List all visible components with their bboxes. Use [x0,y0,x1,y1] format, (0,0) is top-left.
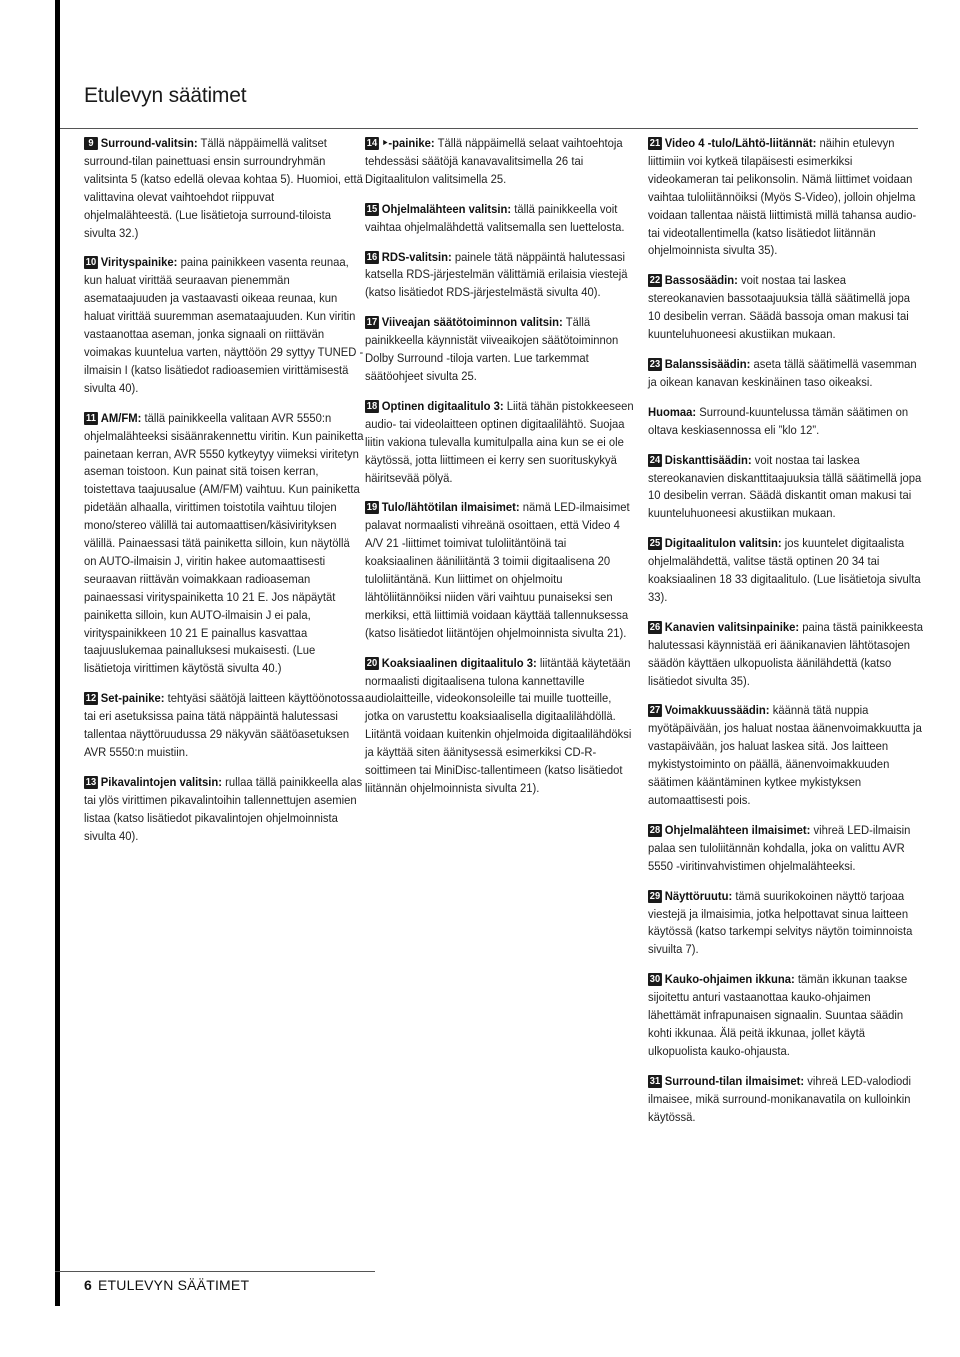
control-entry [648,404,923,440]
item-number-badge: 9 [84,137,98,150]
control-description: jos kuuntelet digitaalista ohjelmalähdettä, valitse tästä optinen 20 34 tai koaksiaalinen 18 33 digitaalitulo. (Lue lisätietoja sivulta 33). [648,536,921,604]
control-entry [648,452,923,524]
control-term: Diskanttisäädin: [664,452,752,467]
text-column-1 [84,135,365,858]
item-number-badge: 29 [649,890,661,902]
control-description: tämä suurikokoinen näyttö tarjoaa viestejä ja ilmaisimia, jotka helpottavat sinua laitteen käytössä (katso tarkempi selvitys näytön toiminnoista sivuilta 7). [648,888,913,957]
text-column-2 [365,135,637,810]
item-number-badge: 10 [85,257,97,269]
page-number: 6 [84,1277,92,1293]
control-entry [648,822,923,876]
page-title: Etulevyn säätimet [84,84,247,107]
control-term: Tulo/lähtötilan ilmaisimet: [381,500,520,515]
item-number-badge: 19 [366,502,378,514]
page-footer [84,1277,249,1293]
control-entry [365,135,637,189]
item-number-badge: 30 [649,974,661,986]
control-term: Koaksiaalinen digitaalitulo 3: [381,655,537,670]
control-entry [84,254,365,397]
control-term: Virityspainike: [100,255,178,270]
item-number-badge: 26 [649,621,661,633]
control-term: AM/FM: [100,410,142,425]
control-term: Viiveajan säätötoiminnon valitsin: [381,315,563,330]
control-term: Ohjelmalähteen ilmaisimet: [664,822,811,837]
control-term: Kanavien valitsinpainike: [664,619,800,634]
footer-divider [55,1271,375,1272]
control-description: Liitä tähän pistokkeeseen audio- tai videolaitteen optinen digitaalilähtö. Suojaa liitin vakiona tulevalla kumitulpalla aina kun se ei ole käytössä, jotta liittimeen ei kerry sen suorituskykyä häiritsevää pölyä. [365,398,634,485]
control-description: vihreä LED-valodiodi ilmaisee, mikä surround-monikanavatila on kulloinkin käytössä. [648,1073,912,1124]
control-description: paina painikkeen vasenta reunaa, kun haluat virittää seuraavan pienemmän asemataajuuden ja vastaavasti oikeaa reunaa, kun haluat virittää suuremman asemataajuuden. Kun viritin vastaanottaa aseman, jonka signaali on riittävän voimakas kuuntelua varten, näyttöön 29 syttyy TUNED -ilmaisin I (katso lisätiedot radioasemien virittämisestä sivulta 40). [84,255,364,395]
item-number-badge: 16 [366,251,378,263]
control-description: Tällä näppäimellä valitset surround-tilan painettuasi ensin surroundryhmän valitsinta 5 (katso edellä olevaa kohtaa 5). Huomioi, että valittavina olevat vaihtoehdot riippuvat ohjelmalähteestä. (Lue lisätietoja surround-tiloista sivulta 32.) [84,136,363,240]
control-description: painele tätä näppäintä halutessasi katsella RDS-järjestelmän välittämiä erilaisia viestejä (katso lisätiedot RDS-järjestelmästä sivulta 40). [365,249,628,300]
control-entry [648,971,923,1061]
control-description: tehtyäsi säätöjä laitteen käyttöönotossa tai eri asetuksissa paina tätä näppäintä halutessasi tallentaa näyttöruudussa 29 näkyvän säätöasetuksen AVR 5550:n muistiin. [84,691,364,759]
item-number-badge: 22 [649,275,661,287]
control-entry [84,135,365,242]
item-number-badge: 11 [84,412,98,425]
control-description: Tällä näppäimellä selaat vaihtoehtoja tehdessäsi säätöjä kanavavalitsimella 26 tai Digitaalitulon valitsimella 25. [365,136,623,186]
item-number-badge: 17 [366,317,378,329]
control-description: tämän ikkunan taakse sijoitettu anturi vastaanottaa kauko-ohjaimen lähettämät infrapunaisen signaalin. Suuntaa säädin kohti ikkunaa. Älä peitä ikkunaa, jollet käytä ulkopuolista kauko-ohjausta. [648,972,908,1058]
control-entry [84,774,365,846]
control-entry [365,249,637,303]
control-entry [648,272,923,344]
item-number-badge: 27 [649,705,661,717]
page-margin-rule [55,0,60,1306]
control-term: RDS-valitsin: [381,249,452,264]
control-entry [648,356,923,392]
control-description: vihreä LED-ilmaisin palaa sen tuloliitännän kohdalla, joka on valittu AVR 5550 -viritinvahvistimen ohjelmalähteeksi. [648,822,911,873]
item-number-badge: 28 [649,824,661,836]
control-description: aseta tällä säätimellä vasemman ja oikean kanavan keskinäinen taso oikeaksi. [648,356,917,389]
control-description: nämä LED-ilmaisimet palavat normaalisti vihreänä osoittaen, että Video 4 A/V 21 -liittimet toimivat tuloliitäntöinä tai koaksiaalinen ääniliitäntä 3 toimii digitaalisena 20 tuloliitäntänä. Kun liittimet on ohjelmoitu lähtöliitännöiksi niiden väri vaihtuu punaiseksi sen merkiksi, että liittimiä voidaan käyttää tallennuksessa (katso lisätiedot liitäntöjen ohjelmoinnista sivulta 21). [365,500,630,640]
control-entry [648,619,923,691]
item-number-badge: 12 [85,693,97,705]
footer-section: ETULEVYN SÄÄTIMET [98,1277,250,1293]
control-entry [84,690,365,762]
item-number-badge: 25 [649,538,661,550]
control-term: Surround-valitsin: [100,136,198,150]
text-column-3 [648,135,923,1139]
control-entry [648,135,923,260]
control-term: Surround-tilan ilmaisimet: [664,1073,805,1088]
item-number-badge: 15 [366,203,378,215]
control-term: Balanssisäädin: [664,356,751,371]
control-description: voit nostaa tai laskea stereokanavien bassotaajuuksia tällä säätimellä jopa 10 desibelin verran. Säädä bassoja oman makusi tai kuunteluhuoneesi akustiikan mukaan. [648,273,910,342]
control-description: paina tästä painikkeesta halutessasi käynnistää eri äänikanavien lähtötasojen säädön käyttäen ulkopuolista äänilähdettä (katso lisätiedot sivulta 35). [648,619,923,688]
control-entry [84,410,365,679]
control-term: Set-painike: [100,691,165,706]
control-entry [648,888,923,960]
control-description: tällä painikkeella valitaan AVR 5550:n ohjelmalähteeksi sisäänrakennettu viritin. Kun painiketta painetaan kerran, AVR 5550 kytkeytyy viimeksi viritetyn aseman toistoon. Kun painat sitä toisen kerran, toistettava taajuusalue (AM/FM) vaihtuu. Kun painiketta pidetään alhaalla, virittimen toistotila vaihtuu tilojen mono/stereo välillä tai automaattisen/käsivirityksen välillä. Painaessasi tätä painiketta silloin, kun näytöllä on AUTO-ilmaisin J, viritin hakee automaattisesti seuraavan riittävän voimakkaan radioaseman painaessasi virityspainiketta 10 21 E. Jos näpäytät painiketta silloin, kun AUTO-ilmaisin J ei pala, virityspainikkeen 10 21 E painallus kasvattaa taajuuslukemaa painalluksesi mukaisesti. (Lue lisätietoja virittimen käytöstä sivulta 40.) [84,410,364,676]
control-term: Bassosäädin: [664,273,738,288]
item-number-badge: 23 [649,358,661,370]
item-number-badge: 20 [366,657,378,669]
control-description: rullaa tällä painikkeella alas tai ylös virittimen pikavalintoihin tallennettujen asemien listaa (katso lisätiedot pikavalintojen ohjelmoinnista sivulta 40). [84,774,363,843]
control-entry [648,702,923,809]
item-number-badge: 21 [649,138,661,149]
control-description: Tällä painikkeella käynnistät viiveaikojen säätötoiminnon Dolby Surround -tiloja varten. Lue tarkemmat säätöohjeet sivulta 25. [365,315,619,383]
control-entry [648,535,923,607]
control-term: Voimakkuussäädin: [664,703,770,718]
control-entry [365,499,637,642]
control-description: voit nostaa tai laskea stereokanavien diskanttitaajuuksia tällä säätimellä jopa 10 desibelin verran. Säädä diskantit oman makusi tai kuunteluhuoneesi akustiikan mukaan. [648,452,922,521]
control-entry [648,1073,923,1127]
control-term: ‣-painike: [381,136,435,150]
control-entry [365,398,637,488]
control-term: Huomaa: [648,404,697,419]
control-term: Digitaalitulon valitsin: [664,536,782,551]
control-term: Kauko-ohjaimen ikkuna: [664,972,795,987]
control-term: Pikavalintojen valitsin: [100,774,223,789]
control-entry [365,201,637,237]
item-number-badge: 13 [85,776,97,788]
control-description: näihin etulevyn liittimiin voi kytkeä tilapäisesti esimerkiksi videokameran tai pelikonsolin. Nämä liittimet voidaan vaihtaa tuloliitännöiksi (Myös S-Video), jolloin ohjelma voidaan tallentaa näistä liittimistä millä tahansa audio- tai videotallentimella (katso lisätiedot liitännän ohjelmoinnista sivulta 35). [648,136,917,258]
item-number-badge: 18 [366,400,378,412]
control-term: Näyttöruutu: [664,888,733,903]
control-description: liitäntää käytetään normaalisti digitaalisena tulona kannettaville audiolaitteille, videokonsoleille tai muille tuotteille, jotka on varustettu koaksiaalisella digitaalilähdöllä. Liitäntä voidaan kuitenkin ohjelmoida digitaalilähdöksi ja käyttää siten äänitysessä esimerkiksi CD-R-soittimeen tai MiniDisc-tallentimeen (katso lisätiedot liitännän ohjelmoinnista sivulta 21). [365,655,632,795]
item-number-badge: 31 [649,1075,661,1087]
header-divider [60,128,918,129]
control-description: käännä tätä nuppia myötäpäivään, jos haluat nostaa äänenvoimakkuutta ja vastapäivään, jos haluat laskea sitä. Jos laitteen mykistystoiminto on päällä, äänenvoimakkuuden säätimen kääntäminen kytkee mykistyksen automaattisesti pois. [648,703,922,807]
control-term: Video 4 -tulo/Lähtö-liitännät: [664,136,817,150]
control-description: Surround-kuuntelussa tämän säätimen on oltava keskiasennossa eli ”klo 12”. [648,404,909,437]
control-term: Ohjelmalähteen valitsin: [381,201,512,216]
item-number-badge: 14 [366,138,378,149]
control-entry [365,314,637,386]
control-description: tällä painikkeella voit vaihtaa ohjelmalähdettä valitsemalla sen luettelosta. [365,201,625,234]
control-term: Optinen digitaalitulo 3: [381,398,504,413]
item-number-badge: 24 [649,454,661,466]
control-entry [365,655,637,798]
